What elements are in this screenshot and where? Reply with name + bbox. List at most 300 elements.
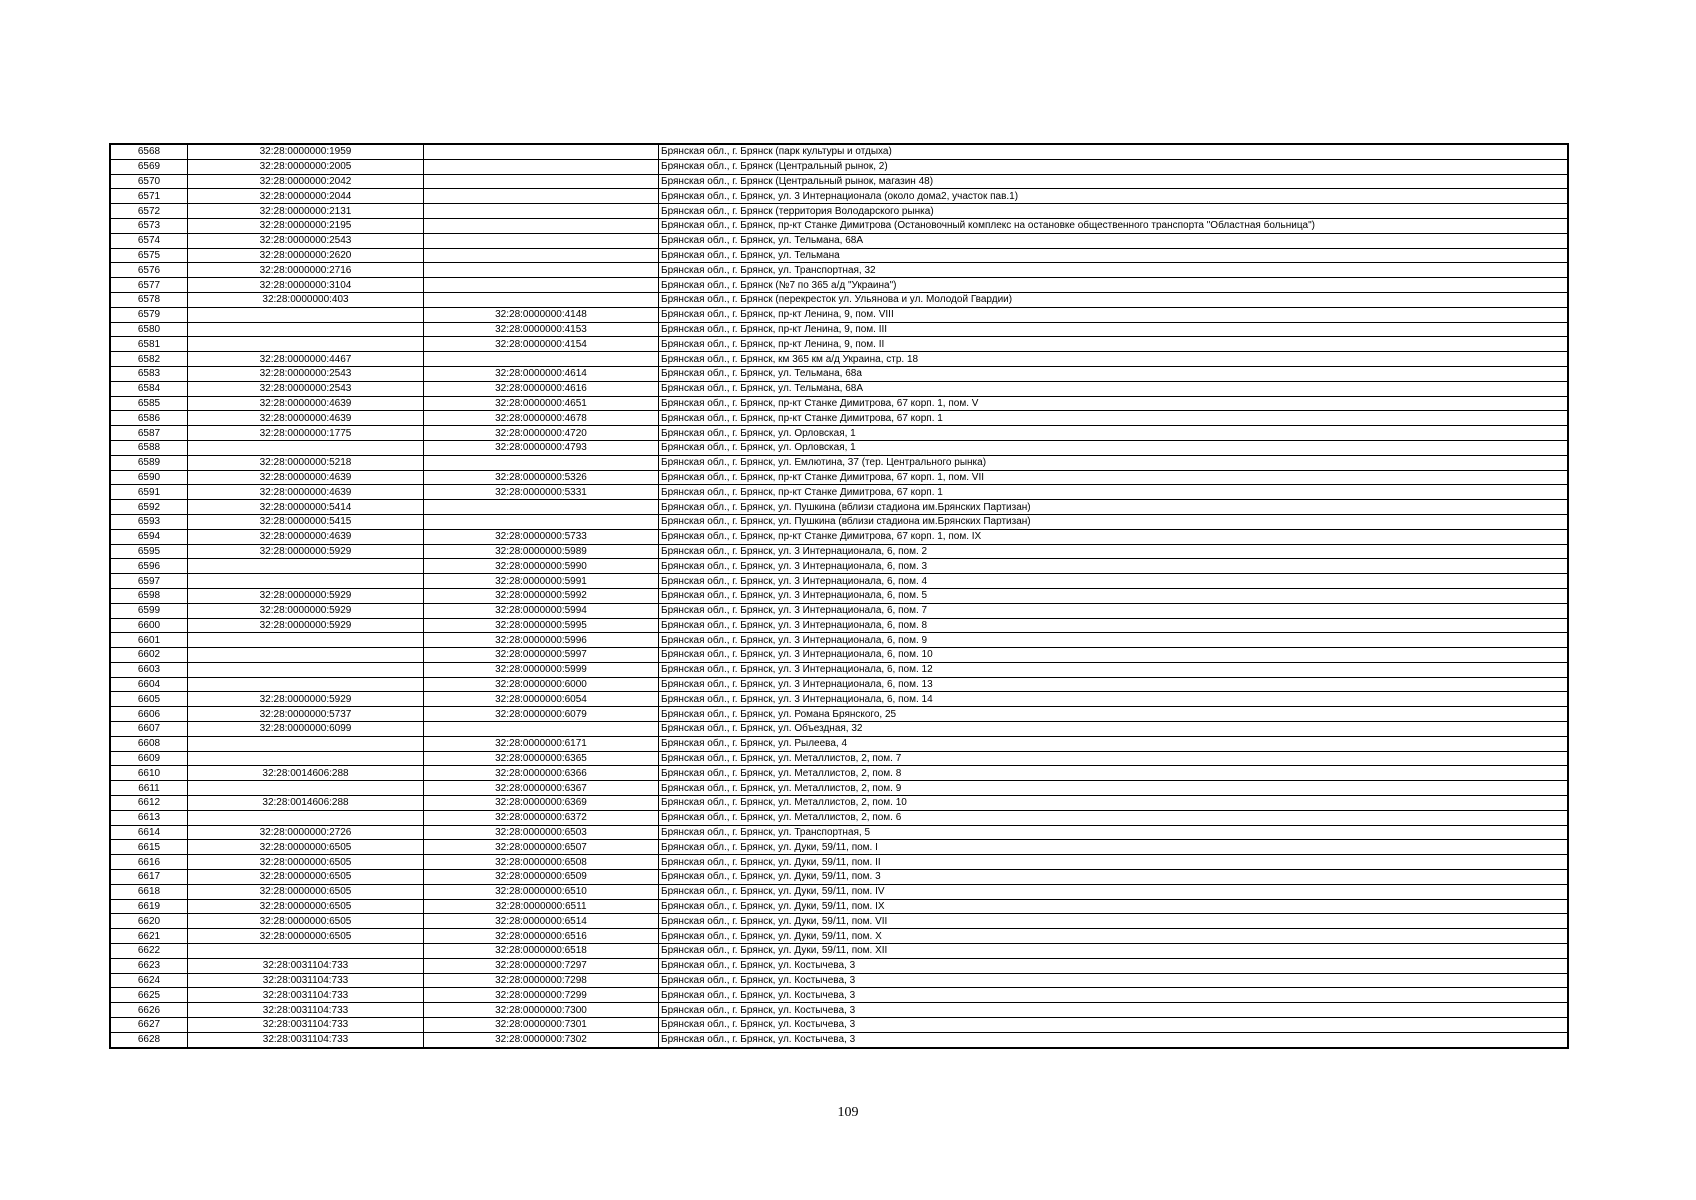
table-row: [110, 929, 1568, 944]
cadastral-number-cell: 32:28:0000000:7301: [424, 1018, 659, 1033]
address-cell: Брянская обл., г. Брянск, пр-кт Станке Димитрова, 67 корп. 1, пом. IX: [659, 529, 1569, 544]
table-row: [110, 692, 1568, 707]
cadastral-number-cell: 32:28:0000000:5733: [424, 529, 659, 544]
address-cell: Брянская обл., г. Брянск, ул. 3 Интернационала (около дома2, участок пав.1): [659, 189, 1569, 204]
row-number-cell: 6607: [110, 722, 188, 737]
table-row: [110, 352, 1568, 367]
parent-cadastral-number-cell: 32:28:0000000:5929: [188, 588, 424, 603]
cadastral-number-cell: 32:28:0000000:5989: [424, 544, 659, 559]
parent-cadastral-number-cell: 32:28:0000000:5218: [188, 455, 424, 470]
row-number-cell: 6568: [110, 144, 188, 159]
row-number-cell: 6611: [110, 781, 188, 796]
parent-cadastral-number-cell: [188, 574, 424, 589]
row-number-cell: 6598: [110, 588, 188, 603]
parent-cadastral-number-cell: 32:28:0000000:1959: [188, 144, 424, 159]
parent-cadastral-number-cell: [188, 810, 424, 825]
row-number-cell: 6623: [110, 958, 188, 973]
table-row: [110, 825, 1568, 840]
parent-cadastral-number-cell: 32:28:0014606:288: [188, 766, 424, 781]
table-row: [110, 381, 1568, 396]
address-cell: Брянская обл., г. Брянск, ул. Рылеева, 4: [659, 736, 1569, 751]
parent-cadastral-number-cell: 32:28:0000000:6505: [188, 870, 424, 885]
table-row: [110, 514, 1568, 529]
table-row: [110, 840, 1568, 855]
row-number-cell: 6597: [110, 574, 188, 589]
cadastral-number-cell: 32:28:0000000:5991: [424, 574, 659, 589]
parent-cadastral-number-cell: 32:28:0000000:5929: [188, 603, 424, 618]
registry-table: [109, 143, 1569, 1049]
address-cell: Брянская обл., г. Брянск, пр-кт Ленина, 9, пом. II: [659, 337, 1569, 352]
address-cell: Брянская обл., г. Брянск, ул. Тельмана, 68А: [659, 381, 1569, 396]
row-number-cell: 6626: [110, 1003, 188, 1018]
address-cell: Брянская обл., г. Брянск, ул. 3 Интернационала, 6, пом. 3: [659, 559, 1569, 574]
row-number-cell: 6603: [110, 662, 188, 677]
row-number-cell: 6579: [110, 307, 188, 322]
table-row: [110, 677, 1568, 692]
cadastral-number-cell: [424, 278, 659, 293]
address-cell: Брянская обл., г. Брянск, ул. Емлютина, 37 (тер. Центрального рынка): [659, 455, 1569, 470]
cadastral-number-cell: 32:28:0000000:5992: [424, 588, 659, 603]
table-row: [110, 603, 1568, 618]
table-row: [110, 707, 1568, 722]
table-row: [110, 574, 1568, 589]
address-cell: Брянская обл., г. Брянск, ул. Пушкина (вблизи стадиона им.Брянских Партизан): [659, 514, 1569, 529]
cadastral-number-cell: 32:28:0000000:6518: [424, 944, 659, 959]
address-cell: Брянская обл., г. Брянск, ул. Тельмана, 68А: [659, 233, 1569, 248]
address-cell: Брянская обл., г. Брянск, ул. Транспортная, 5: [659, 825, 1569, 840]
row-number-cell: 6624: [110, 973, 188, 988]
address-cell: Брянская обл., г. Брянск (перекресток ул. Ульянова и ул. Молодой Гвардии): [659, 292, 1569, 307]
cadastral-number-cell: [424, 500, 659, 515]
row-number-cell: 6591: [110, 485, 188, 500]
row-number-cell: 6627: [110, 1018, 188, 1033]
cadastral-number-cell: 32:28:0000000:6508: [424, 855, 659, 870]
cadastral-number-cell: [424, 159, 659, 174]
table-row: [110, 899, 1568, 914]
parent-cadastral-number-cell: 32:28:0031104:733: [188, 988, 424, 1003]
row-number-cell: 6570: [110, 174, 188, 189]
parent-cadastral-number-cell: 32:28:0000000:3104: [188, 278, 424, 293]
parent-cadastral-number-cell: [188, 322, 424, 337]
address-cell: Брянская обл., г. Брянск, ул. Орловская, 1: [659, 426, 1569, 441]
table-row: [110, 722, 1568, 737]
row-number-cell: 6608: [110, 736, 188, 751]
cadastral-number-cell: 32:28:0000000:6367: [424, 781, 659, 796]
table-row: [110, 796, 1568, 811]
row-number-cell: 6585: [110, 396, 188, 411]
parent-cadastral-number-cell: 32:28:0031104:733: [188, 973, 424, 988]
row-number-cell: 6614: [110, 825, 188, 840]
table-row: [110, 1003, 1568, 1018]
cadastral-number-cell: 32:28:0000000:6372: [424, 810, 659, 825]
address-cell: Брянская обл., г. Брянск, ул. Орловская, 1: [659, 440, 1569, 455]
table-row: [110, 426, 1568, 441]
address-cell: Брянская обл., г. Брянск, ул. Металлистов, 2, пом. 8: [659, 766, 1569, 781]
parent-cadastral-number-cell: 32:28:0000000:6505: [188, 855, 424, 870]
address-cell: Брянская обл., г. Брянск, ул. Объездная, 32: [659, 722, 1569, 737]
parent-cadastral-number-cell: [188, 736, 424, 751]
cadastral-number-cell: 32:28:0000000:6171: [424, 736, 659, 751]
row-number-cell: 6625: [110, 988, 188, 1003]
cadastral-number-cell: [424, 455, 659, 470]
parent-cadastral-number-cell: 32:28:0000000:5929: [188, 544, 424, 559]
parent-cadastral-number-cell: 32:28:0000000:2044: [188, 189, 424, 204]
address-cell: Брянская обл., г. Брянск, пр-кт Станке Димитрова, 67 корп. 1: [659, 411, 1569, 426]
cadastral-number-cell: 32:28:0000000:5994: [424, 603, 659, 618]
row-number-cell: 6615: [110, 840, 188, 855]
parent-cadastral-number-cell: [188, 944, 424, 959]
cadastral-number-cell: 32:28:0000000:4678: [424, 411, 659, 426]
address-cell: Брянская обл., г. Брянск, ул. Металлистов, 2, пом. 7: [659, 751, 1569, 766]
table-row: [110, 1018, 1568, 1033]
parent-cadastral-number-cell: 32:28:0014606:288: [188, 796, 424, 811]
row-number-cell: 6584: [110, 381, 188, 396]
table-row: [110, 174, 1568, 189]
table-row: [110, 973, 1568, 988]
parent-cadastral-number-cell: 32:28:0000000:2620: [188, 248, 424, 263]
cadastral-number-cell: 32:28:0000000:6509: [424, 870, 659, 885]
table-row: [110, 500, 1568, 515]
parent-cadastral-number-cell: [188, 781, 424, 796]
row-number-cell: 6619: [110, 899, 188, 914]
cadastral-number-cell: 32:28:0000000:6054: [424, 692, 659, 707]
table-row: [110, 159, 1568, 174]
row-number-cell: 6587: [110, 426, 188, 441]
parent-cadastral-number-cell: 32:28:0000000:2543: [188, 233, 424, 248]
row-number-cell: 6572: [110, 204, 188, 219]
row-number-cell: 6596: [110, 559, 188, 574]
address-cell: Брянская обл., г. Брянск (Центральный рынок, 2): [659, 159, 1569, 174]
table-row: [110, 337, 1568, 352]
address-cell: Брянская обл., г. Брянск, ул. Транспортная, 32: [659, 263, 1569, 278]
parent-cadastral-number-cell: [188, 307, 424, 322]
parent-cadastral-number-cell: 32:28:0000000:5929: [188, 692, 424, 707]
row-number-cell: 6628: [110, 1032, 188, 1047]
row-number-cell: 6588: [110, 440, 188, 455]
address-cell: Брянская обл., г. Брянск (парк культуры и отдыха): [659, 144, 1569, 159]
address-cell: Брянская обл., г. Брянск, ул. 3 Интернационала, 6, пом. 5: [659, 588, 1569, 603]
row-number-cell: 6571: [110, 189, 188, 204]
row-number-cell: 6616: [110, 855, 188, 870]
cadastral-number-cell: 32:28:0000000:6000: [424, 677, 659, 692]
address-cell: Брянская обл., г. Брянск, пр-кт Станке Димитрова, 67 корп. 1, пом. V: [659, 396, 1569, 411]
row-number-cell: 6583: [110, 366, 188, 381]
parent-cadastral-number-cell: 32:28:0000000:6505: [188, 840, 424, 855]
table-row: [110, 736, 1568, 751]
address-cell: Брянская обл., г. Брянск, ул. 3 Интернационала, 6, пом. 12: [659, 662, 1569, 677]
row-number-cell: 6574: [110, 233, 188, 248]
address-cell: Брянская обл., г. Брянск (№7 по 365 а/д "Украина"): [659, 278, 1569, 293]
cadastral-number-cell: 32:28:0000000:5999: [424, 662, 659, 677]
parent-cadastral-number-cell: 32:28:0031104:733: [188, 1018, 424, 1033]
address-cell: Брянская обл., г. Брянск, ул. Металлистов, 2, пом. 6: [659, 810, 1569, 825]
cadastral-number-cell: 32:28:0000000:7299: [424, 988, 659, 1003]
row-number-cell: 6620: [110, 914, 188, 929]
table-row: [110, 189, 1568, 204]
cadastral-number-cell: 32:28:0000000:4651: [424, 396, 659, 411]
table-row: [110, 988, 1568, 1003]
row-number-cell: 6569: [110, 159, 188, 174]
table-row: [110, 958, 1568, 973]
row-number-cell: 6610: [110, 766, 188, 781]
row-number-cell: 6617: [110, 870, 188, 885]
table-row: [110, 944, 1568, 959]
page-number: 109: [837, 1105, 859, 1120]
address-cell: Брянская обл., г. Брянск, ул. 3 Интернационала, 6, пом. 4: [659, 574, 1569, 589]
address-cell: Брянская обл., г. Брянск, пр-кт Станке Димитрова, 67 корп. 1: [659, 485, 1569, 500]
table-row: [110, 218, 1568, 233]
parent-cadastral-number-cell: 32:28:0000000:6505: [188, 914, 424, 929]
address-cell: Брянская обл., г. Брянск, ул. Костычева, 3: [659, 1003, 1569, 1018]
address-cell: Брянская обл., г. Брянск, ул. 3 Интернационала, 6, пом. 14: [659, 692, 1569, 707]
parent-cadastral-number-cell: [188, 662, 424, 677]
parent-cadastral-number-cell: [188, 751, 424, 766]
table-row: [110, 248, 1568, 263]
row-number-cell: 6578: [110, 292, 188, 307]
cadastral-number-cell: [424, 174, 659, 189]
cadastral-number-cell: [424, 218, 659, 233]
cadastral-number-cell: 32:28:0000000:7302: [424, 1032, 659, 1047]
parent-cadastral-number-cell: 32:28:0031104:733: [188, 958, 424, 973]
parent-cadastral-number-cell: 32:28:0000000:2543: [188, 381, 424, 396]
address-cell: Брянская обл., г. Брянск, ул. 3 Интернационала, 6, пом. 2: [659, 544, 1569, 559]
cadastral-number-cell: 32:28:0000000:5996: [424, 633, 659, 648]
cadastral-number-cell: 32:28:0000000:4153: [424, 322, 659, 337]
table-row: [110, 440, 1568, 455]
parent-cadastral-number-cell: 32:28:0000000:5737: [188, 707, 424, 722]
address-cell: Брянская обл., г. Брянск, ул. Тельмана, 68а: [659, 366, 1569, 381]
table-row: [110, 633, 1568, 648]
address-cell: Брянская обл., г. Брянск, ул. Металлистов, 2, пом. 9: [659, 781, 1569, 796]
row-number-cell: 6577: [110, 278, 188, 293]
address-cell: Брянская обл., г. Брянск, ул. 3 Интернационала, 6, пом. 7: [659, 603, 1569, 618]
address-cell: Брянская обл., г. Брянск, ул. 3 Интернационала, 6, пом. 9: [659, 633, 1569, 648]
cadastral-number-cell: 32:28:0000000:5331: [424, 485, 659, 500]
table-row: [110, 529, 1568, 544]
cadastral-number-cell: 32:28:0000000:6503: [424, 825, 659, 840]
row-number-cell: 6586: [110, 411, 188, 426]
table-row: [110, 559, 1568, 574]
parent-cadastral-number-cell: 32:28:0000000:2716: [188, 263, 424, 278]
parent-cadastral-number-cell: 32:28:0000000:6505: [188, 929, 424, 944]
row-number-cell: 6613: [110, 810, 188, 825]
cadastral-number-cell: [424, 352, 659, 367]
table-row: [110, 278, 1568, 293]
row-number-cell: 6599: [110, 603, 188, 618]
parent-cadastral-number-cell: 32:28:0000000:2195: [188, 218, 424, 233]
row-number-cell: 6590: [110, 470, 188, 485]
address-cell: Брянская обл., г. Брянск (Центральный рынок, магазин 48): [659, 174, 1569, 189]
parent-cadastral-number-cell: 32:28:0000000:1775: [188, 426, 424, 441]
table-row: [110, 662, 1568, 677]
cadastral-number-cell: 32:28:0000000:6369: [424, 796, 659, 811]
parent-cadastral-number-cell: 32:28:0031104:733: [188, 1003, 424, 1018]
parent-cadastral-number-cell: 32:28:0000000:2726: [188, 825, 424, 840]
row-number-cell: 6581: [110, 337, 188, 352]
parent-cadastral-number-cell: 32:28:0000000:6505: [188, 899, 424, 914]
address-cell: Брянская обл., г. Брянск, ул. Дуки, 59/11, пом. X: [659, 929, 1569, 944]
parent-cadastral-number-cell: 32:28:0000000:403: [188, 292, 424, 307]
table-row: [110, 144, 1568, 159]
row-number-cell: 6602: [110, 648, 188, 663]
row-number-cell: 6593: [110, 514, 188, 529]
cadastral-number-cell: [424, 722, 659, 737]
address-cell: Брянская обл., г. Брянск, ул. Дуки, 59/11, пом. IV: [659, 884, 1569, 899]
row-number-cell: 6601: [110, 633, 188, 648]
cadastral-number-cell: 32:28:0000000:5997: [424, 648, 659, 663]
cadastral-number-cell: 32:28:0000000:6510: [424, 884, 659, 899]
address-cell: Брянская обл., г. Брянск, ул. 3 Интернационала, 6, пом. 10: [659, 648, 1569, 663]
parent-cadastral-number-cell: [188, 633, 424, 648]
cadastral-number-cell: 32:28:0000000:6079: [424, 707, 659, 722]
table-row: [110, 455, 1568, 470]
address-cell: Брянская обл., г. Брянск, пр-кт Станке Димитрова, 67 корп. 1, пом. VII: [659, 470, 1569, 485]
address-cell: Брянская обл., г. Брянск, ул. Металлистов, 2, пом. 10: [659, 796, 1569, 811]
cadastral-number-cell: 32:28:0000000:5326: [424, 470, 659, 485]
table-row: [110, 292, 1568, 307]
cadastral-number-cell: 32:28:0000000:4614: [424, 366, 659, 381]
row-number-cell: 6576: [110, 263, 188, 278]
row-number-cell: 6573: [110, 218, 188, 233]
row-number-cell: 6580: [110, 322, 188, 337]
row-number-cell: 6609: [110, 751, 188, 766]
address-cell: Брянская обл., г. Брянск, ул. Дуки, 59/11, пом. IX: [659, 899, 1569, 914]
table-row: [110, 470, 1568, 485]
cadastral-number-cell: 32:28:0000000:6516: [424, 929, 659, 944]
row-number-cell: 6604: [110, 677, 188, 692]
table-row: [110, 766, 1568, 781]
cadastral-number-cell: 32:28:0000000:6507: [424, 840, 659, 855]
table-row: [110, 588, 1568, 603]
address-cell: Брянская обл., г. Брянск, пр-кт Станке Димитрова (Остановочный комплекс на остановке общественного транспорта "Областная больница"): [659, 218, 1569, 233]
parent-cadastral-number-cell: 32:28:0000000:2131: [188, 204, 424, 219]
address-cell: Брянская обл., г. Брянск, ул. 3 Интернационала, 6, пом. 8: [659, 618, 1569, 633]
table-row: [110, 204, 1568, 219]
parent-cadastral-number-cell: 32:28:0000000:6505: [188, 884, 424, 899]
address-cell: Брянская обл., г. Брянск, ул. Костычева, 3: [659, 988, 1569, 1003]
table-row: [110, 1032, 1568, 1047]
table-row: [110, 263, 1568, 278]
parent-cadastral-number-cell: 32:28:0000000:5929: [188, 618, 424, 633]
cadastral-number-cell: 32:28:0000000:7297: [424, 958, 659, 973]
row-number-cell: 6612: [110, 796, 188, 811]
parent-cadastral-number-cell: 32:28:0000000:6099: [188, 722, 424, 737]
table-row: [110, 411, 1568, 426]
table-row: [110, 396, 1568, 411]
row-number-cell: 6606: [110, 707, 188, 722]
registry-table-body: [110, 144, 1568, 1048]
cadastral-number-cell: 32:28:0000000:4793: [424, 440, 659, 455]
table-row: [110, 366, 1568, 381]
table-row: [110, 618, 1568, 633]
address-cell: Брянская обл., г. Брянск, ул. Костычева, 3: [659, 973, 1569, 988]
table-row: [110, 485, 1568, 500]
parent-cadastral-number-cell: 32:28:0000000:5415: [188, 514, 424, 529]
cadastral-number-cell: 32:28:0000000:4148: [424, 307, 659, 322]
row-number-cell: 6605: [110, 692, 188, 707]
table-row: [110, 307, 1568, 322]
cadastral-number-cell: 32:28:0000000:4720: [424, 426, 659, 441]
parent-cadastral-number-cell: [188, 677, 424, 692]
row-number-cell: 6618: [110, 884, 188, 899]
table-row: [110, 233, 1568, 248]
parent-cadastral-number-cell: 32:28:0000000:4639: [188, 396, 424, 411]
table-row: [110, 648, 1568, 663]
row-number-cell: 6621: [110, 929, 188, 944]
address-cell: Брянская обл., г. Брянск, ул. Дуки, 59/11, пом. VII: [659, 914, 1569, 929]
cadastral-number-cell: [424, 292, 659, 307]
row-number-cell: 6592: [110, 500, 188, 515]
row-number-cell: 6575: [110, 248, 188, 263]
parent-cadastral-number-cell: 32:28:0000000:5414: [188, 500, 424, 515]
cadastral-number-cell: 32:28:0000000:6511: [424, 899, 659, 914]
table-row: [110, 751, 1568, 766]
table-row: [110, 781, 1568, 796]
cadastral-number-cell: 32:28:0000000:7298: [424, 973, 659, 988]
address-cell: Брянская обл., г. Брянск, ул. Костычева, 3: [659, 1018, 1569, 1033]
table-row: [110, 810, 1568, 825]
table-row: [110, 870, 1568, 885]
address-cell: Брянская обл., г. Брянск (территория Володарского рынка): [659, 204, 1569, 219]
cadastral-number-cell: [424, 263, 659, 278]
cadastral-number-cell: [424, 144, 659, 159]
address-cell: Брянская обл., г. Брянск, ул. Дуки, 59/11, пом. II: [659, 855, 1569, 870]
parent-cadastral-number-cell: [188, 440, 424, 455]
cadastral-number-cell: 32:28:0000000:5990: [424, 559, 659, 574]
address-cell: Брянская обл., г. Брянск, ул. Романа Брянского, 25: [659, 707, 1569, 722]
parent-cadastral-number-cell: 32:28:0000000:4639: [188, 485, 424, 500]
cadastral-number-cell: [424, 204, 659, 219]
cadastral-number-cell: [424, 514, 659, 529]
parent-cadastral-number-cell: 32:28:0031104:733: [188, 1032, 424, 1047]
parent-cadastral-number-cell: [188, 559, 424, 574]
parent-cadastral-number-cell: 32:28:0000000:2042: [188, 174, 424, 189]
row-number-cell: 6594: [110, 529, 188, 544]
address-cell: Брянская обл., г. Брянск, ул. 3 Интернационала, 6, пом. 13: [659, 677, 1569, 692]
address-cell: Брянская обл., г. Брянск, ул. Пушкина (вблизи стадиона им.Брянских Партизан): [659, 500, 1569, 515]
address-cell: Брянская обл., г. Брянск, ул. Костычева, 3: [659, 958, 1569, 973]
table-row: [110, 855, 1568, 870]
address-cell: Брянская обл., г. Брянск, пр-кт Ленина, 9, пом. VIII: [659, 307, 1569, 322]
address-cell: Брянская обл., г. Брянск, ул. Костычева, 3: [659, 1032, 1569, 1047]
table-row: [110, 322, 1568, 337]
address-cell: Брянская обл., г. Брянск, пр-кт Ленина, 9, пом. III: [659, 322, 1569, 337]
cadastral-number-cell: [424, 189, 659, 204]
address-cell: Брянская обл., г. Брянск, км 365 км а/д Украина, стр. 18: [659, 352, 1569, 367]
row-number-cell: 6589: [110, 455, 188, 470]
cadastral-number-cell: 32:28:0000000:7300: [424, 1003, 659, 1018]
row-number-cell: 6582: [110, 352, 188, 367]
address-cell: Брянская обл., г. Брянск, ул. Дуки, 59/11, пом. XII: [659, 944, 1569, 959]
table-row: [110, 544, 1568, 559]
parent-cadastral-number-cell: 32:28:0000000:2005: [188, 159, 424, 174]
parent-cadastral-number-cell: [188, 648, 424, 663]
address-cell: Брянская обл., г. Брянск, ул. Дуки, 59/11, пом. 3: [659, 870, 1569, 885]
row-number-cell: 6622: [110, 944, 188, 959]
row-number-cell: 6595: [110, 544, 188, 559]
address-cell: Брянская обл., г. Брянск, ул. Тельмана: [659, 248, 1569, 263]
parent-cadastral-number-cell: 32:28:0000000:4639: [188, 411, 424, 426]
cadastral-number-cell: 32:28:0000000:4154: [424, 337, 659, 352]
table-row: [110, 914, 1568, 929]
parent-cadastral-number-cell: 32:28:0000000:4467: [188, 352, 424, 367]
parent-cadastral-number-cell: 32:28:0000000:4639: [188, 470, 424, 485]
address-cell: Брянская обл., г. Брянск, ул. Дуки, 59/11, пом. I: [659, 840, 1569, 855]
cadastral-number-cell: 32:28:0000000:6366: [424, 766, 659, 781]
row-number-cell: 6600: [110, 618, 188, 633]
parent-cadastral-number-cell: 32:28:0000000:4639: [188, 529, 424, 544]
parent-cadastral-number-cell: [188, 337, 424, 352]
